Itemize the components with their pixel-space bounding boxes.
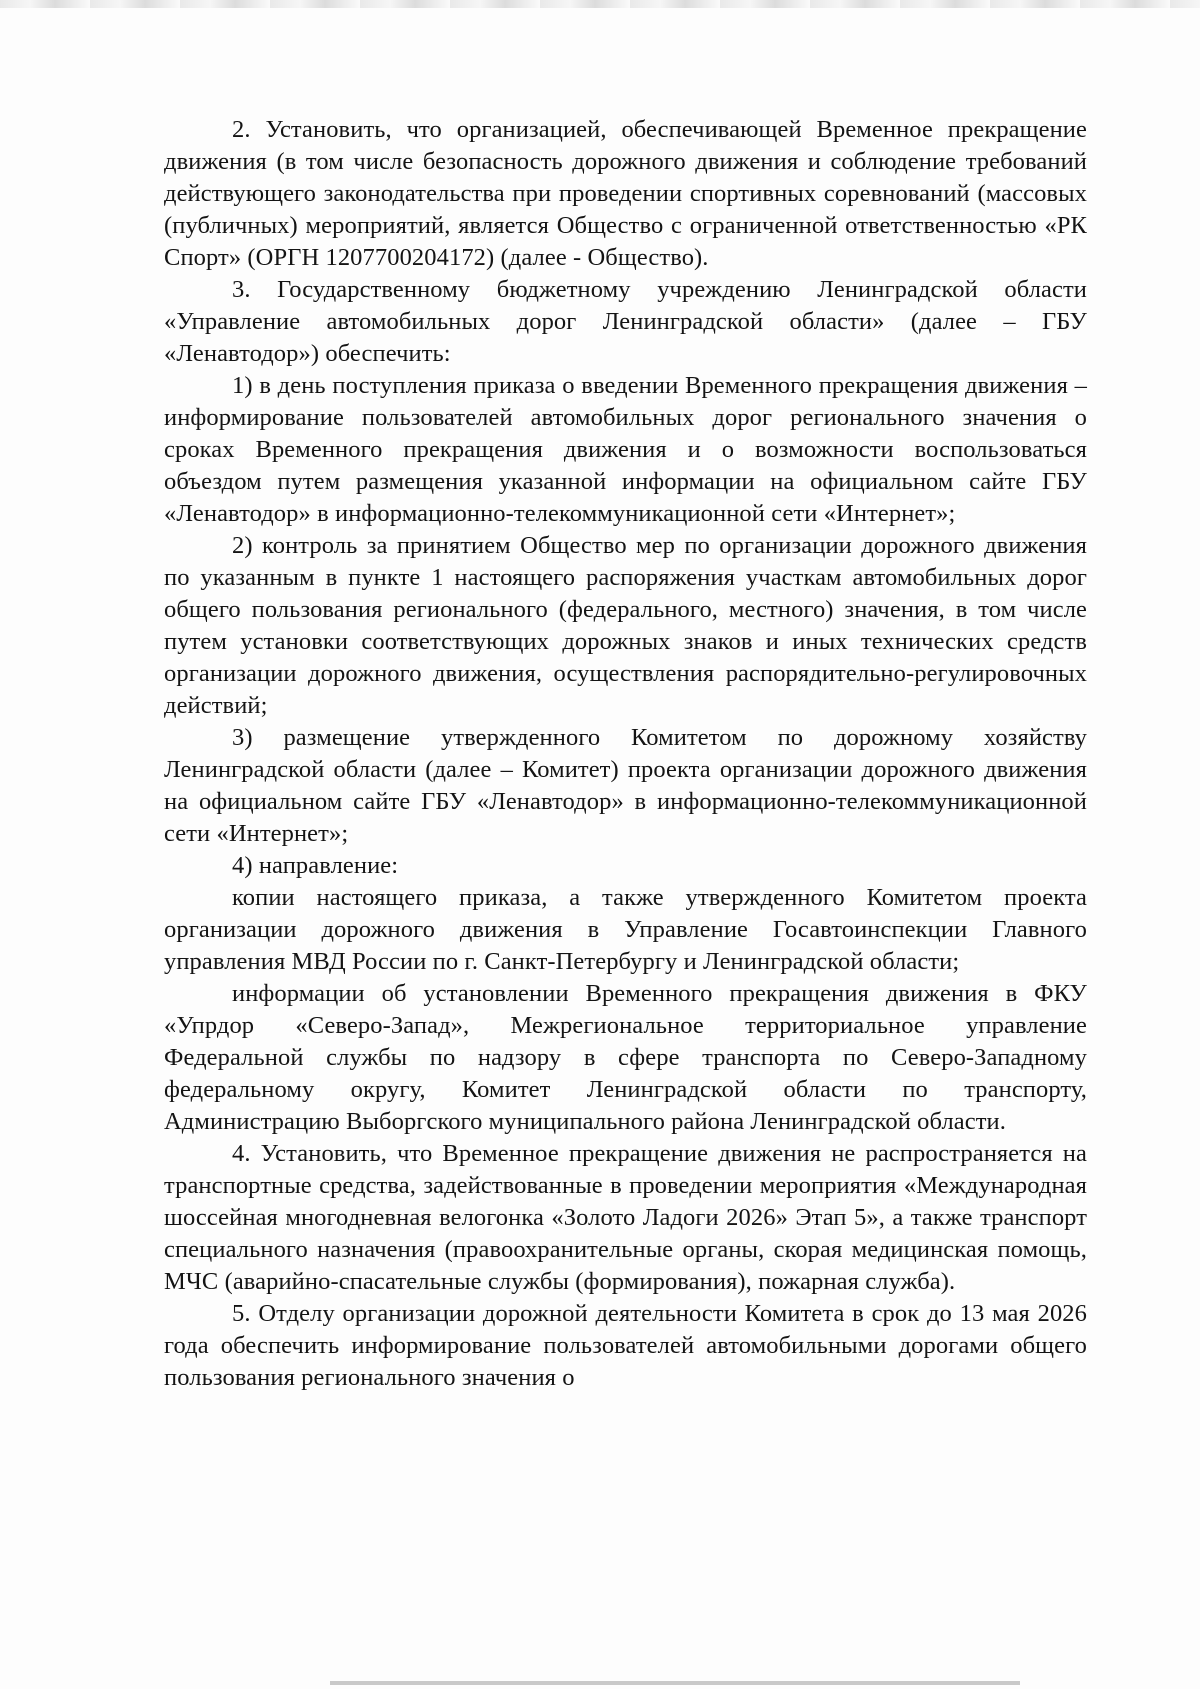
paragraph-4-exemptions: 4. Установить, что Временное прекращение движения не распространяется на транспортные средства, задействованные в проведении мероприятия «Международная шоссейная многодневная велогонка «Золото Ладоги 2026» Этап 5», а также транспорт специального назначения (правоохранительные органы, скорая медицинская помощь, МЧС (аварийно-спасательные службы (формирования), пожарная служба). (164, 1140, 1087, 1295)
paragraph-3-item-1: 1) в день поступления приказа о введении Временного прекращения движения – информирование пользователей автомобильных дорог регионального значения о сроках Временного прекращения движения и о возможности воспользоваться объездом путем размещения указанной информации на официальном сайте ГБУ «Ленавтодор» в информационно-телекоммуникационной сети «Интернет»; (164, 372, 1087, 527)
paragraph-item-4-information: информации об установлении Временного прекращения движения в ФКУ «Упрдор «Северо-Запад», Межрегиональное территориальное управление Федеральной службы по надзору в сфере транспорта по Северо-Западному федеральному округу, Комитет Ленинградской области по транспорту, Администрацию Выборгского муниципального района Ленинградской области. (164, 980, 1087, 1135)
paragraph-2-operator: 2. Установить, что организацией, обеспечивающей Временное прекращение движения (в том числе безопасность дорожного движения и соблюдение требований действующего законодательства при проведении спортивных соревнований (массовых (публичных) мероприятий, является Общество с ограниченной ответственностью «РК Спорт» (ОРГН 1207700204172) (далее - Общество). (164, 116, 1087, 271)
document-body (164, 114, 1087, 1394)
paragraph-3-item-4: 4) направление: (232, 852, 399, 879)
paragraph-item-4-copies: копии настоящего приказа, а также утвержденного Комитетом проекта организации дорожного движения в Управление Госавтоинспекции Главного управления МВД России по г. Санкт-Петербургу и Ленинградской области; (164, 884, 1087, 975)
scan-edge-top (0, 0, 1200, 8)
paragraph-3-gbu-duties: 3. Государственному бюджетному учреждению Ленинградской области «Управление автомобильных дорог Ленинградской области» (далее – ГБУ «Ленавтодор») обеспечить: (164, 276, 1087, 367)
paragraph-5-department: 5. Отделу организации дорожной деятельности Комитета в срок до 13 мая 2026 года обеспечить информирование пользователей автомобильными дорогами общего пользования регионального значения о (164, 1300, 1087, 1391)
paragraph-3-item-3: 3) размещение утвержденного Комитетом по дорожному хозяйству Ленинградской области (далее – Комитет) проекта организации дорожного движения на официальном сайте ГБУ «Ленавтодор» в информационно-телекоммуникационной сети «Интернет»; (164, 724, 1087, 847)
scan-edge-bottom (330, 1681, 1020, 1685)
paragraph-3-item-2: 2) контроль за принятием Общество мер по организации дорожного движения по указанным в пункте 1 настоящего распоряжения участкам автомобильных дорог общего пользования регионального (федерального, местного) значения, в том числе путем установки соответствующих дорожных знаков и иных технических средств организации дорожного движения, осуществления распорядительно-регулировочных действий; (164, 532, 1087, 719)
